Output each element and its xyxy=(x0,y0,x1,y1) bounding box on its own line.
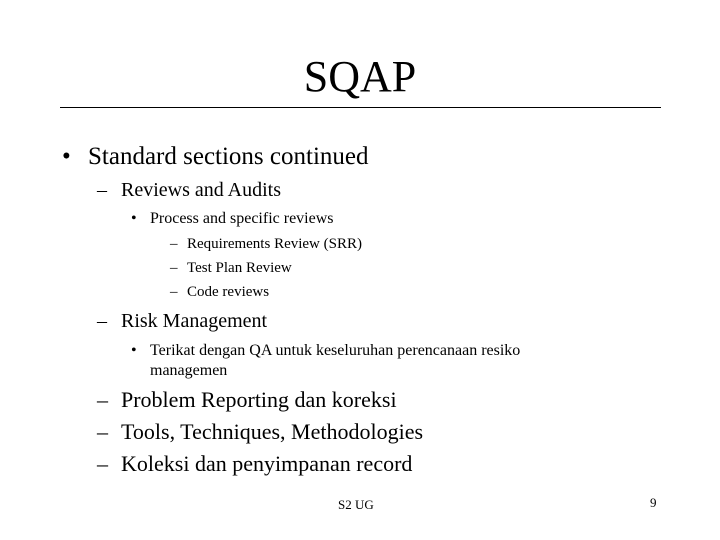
dash-marker: – xyxy=(170,284,178,300)
footer-center-text: S2 UG xyxy=(338,497,374,512)
dot-marker: • xyxy=(131,342,137,359)
bullet-marker: • xyxy=(62,143,71,170)
dash-marker: – xyxy=(97,387,108,412)
bullet-text: Standard sections continued xyxy=(88,143,369,170)
bullet-test-plan: Test Plan Review xyxy=(187,260,292,276)
dash-marker: – xyxy=(97,310,107,332)
bullet-reviews-audits: Reviews and Audits xyxy=(121,179,281,201)
slide-title: SQAP xyxy=(303,52,417,101)
bullet-code-reviews: Code reviews xyxy=(187,284,270,300)
bullet-risk-management: Risk Management xyxy=(121,310,268,332)
bullet-srr: Requirements Review (SRR) xyxy=(187,236,362,252)
dash-marker: – xyxy=(97,419,108,444)
dash-marker: – xyxy=(97,451,108,476)
page-number: 9 xyxy=(650,495,657,510)
title-divider xyxy=(60,107,661,108)
bullet-risk-detail-line1: Terikat dengan QA untuk keseluruhan perencanaan resiko xyxy=(150,342,521,359)
bullet-tools: Tools, Techniques, Methodologies xyxy=(121,419,424,444)
bullet-problem-reporting: Problem Reporting dan koreksi xyxy=(121,387,397,412)
dash-marker: – xyxy=(97,179,107,201)
dash-marker: – xyxy=(170,260,178,276)
dot-marker: • xyxy=(131,210,137,227)
bullet-process-reviews: Process and specific reviews xyxy=(150,210,334,227)
bullet-standard-sections xyxy=(62,143,71,171)
dash-marker: – xyxy=(170,236,178,252)
bullet-risk-detail-line2: managemen xyxy=(150,362,228,379)
bullet-koleksi: Koleksi dan penyimpanan record xyxy=(121,451,413,476)
